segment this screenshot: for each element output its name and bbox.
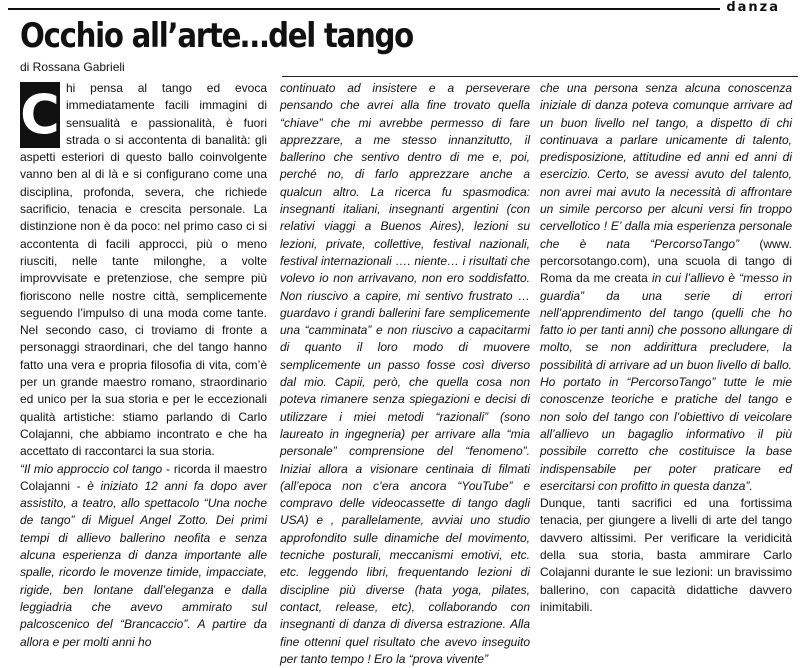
- article-column-1: [20, 80, 267, 649]
- paragraph-intro: hi pensa al tango ed evoca immediatamente facili immagini di sensualità e passionalità, è fuori strada o si accontenta di banalità: gli aspetti esteriori di questo ballo coinvolgente vanno ben al di là e si configurano come una disciplina, profonda, severa, che richiede sacrificio, tenacia e crescita personale. La distinzione non è da poco: nel primo caso ci si accontenta di facili approcci, più o meno riusciti, nelle tante milonghe, a volte improvvisate e pretenziose, che sempre più fioriscono nelle nostre città, semplicemente seguendo l’impulso di una moda come tante. Nel secondo caso, ci troviamo di fronte a personaggi straordinari, che del tango hanno fatto una vera e propria filosofia di vita, com’è per un grande maestro romano, straordinario ed unico per la sua storia e per le eccezionali qualità artistiche: stiamo parlando di Carlo Colajanni, che abbiamo incontrato e che ha accettato di raccontarci la sua storia.: [20, 81, 267, 459]
- article-byline: di Rossana Gabrieli: [20, 60, 125, 74]
- article-column-3: [540, 80, 792, 632]
- drop-cap: C: [20, 83, 60, 146]
- paragraph-conclusion: Dunque, tanti sacrifici ed una fortissima tenacia, per giungere a livelli di arte del tango davvero altissimi. Per verificare la veridicità della sua storia, basta ammirare Carlo Colajanni durante le sue lezioni: un bravissimo ballerino, con capacità didattiche davvero inimitabili.: [540, 496, 792, 614]
- paragraph-quote-continued: continuato ad insistere e a perseverare pensando che avrei alla fine trovato quella “chiave” che mi avrebbe permesso di fare apprezzare, a me stesso innanzitutto, il ballerino che sentivo dentro di me e, poi, perché no, di farlo apprezzare anche a qualcun altro. La ricerca fu spasmodica: insegnanti italiani, insegnanti argentini (con relativi viaggi a Buenos Aires), lezioni su lezioni, private, collettive, festival nazionali, festival internazionali …. niente… i risultati che volevo io non arrivavano, non ero soddisfatto. Non riuscivo a capire, mi sentivo frustrato … guardavo i grandi ballerini fare semplicemente una “camminata” e non riuscivo a capacitarmi di quanto il loro modo di muovere semplicemente un passo fosse così diverso dal mio. Capii, però, che quella cosa non poteva rimanere senza spiegazioni e decisi di utilizzare i miei metodi “razionali” (sono laureato in ingegneria) per arrivare alla “mia personale” comprensione del “fenomeno”. Iniziai allora a visionare centinaia di filmati (all’epoca non c’era ancora “YouTube” e compravo delle videocassette di tango dagli USA) e , parallelamente, avviai uno studio approfondito sulle dinamiche del movimento, tecniche posturali, meccanismi emotivi, etc. etc. leggendo libri, frequentando lezioni di discipline più diverse (hata yoga, pilates, contact, release, etc), collaborando con insegnanti di danza di diversa estrazione. Alla fine ottenni quel risultato che avevo inseguito per tanto tempo ! Ero la “prova vivente”: [280, 81, 530, 666]
- paragraph-quote-end: [540, 80, 792, 495]
- section-header: [0, 0, 800, 16]
- quote-end-c: in cui l’allievo è “messo in guardia” da una serie di errori nell’apprendimento del tango (quelli che ho fatto io per tanti anni) che possono allungare di molto, se non addirittura precludere, la possibilità di arrivare ad un buon livello di ballo. Ho portato in “PercorsoTango” tutte le mie conoscenze teoriche e pratiche del tango e non solo del tango con l’obiettivo di veicolare all’allievo un bagaglio informativo il più possibile corretto che costituisce la base indispensabile per poter praticare ed esercitarsi con profitto in questa danza”.: [540, 271, 793, 493]
- title-rule: [282, 76, 798, 77]
- section-label: danza: [726, 0, 780, 15]
- quote-end-website: (www. percorsotango.com), una scuola di tango di Roma da me creata: [540, 236, 792, 286]
- section-rule: [8, 8, 720, 10]
- quote-part-a: “Il mio approccio col tango: [20, 461, 163, 476]
- paragraph-quote-start: [20, 461, 267, 651]
- quote-attribution: - ricorda il maestro Colajanni -: [20, 461, 267, 493]
- quote-end-a: che una persona senza alcuna conoscenza iniziale di danza poteva comunque arrivare ad un buon livello nel tango, a dispetto di chi continuava a parlare unicamente di talento, predisposizione, attitudine ed anni ed anni di esercizio. Certo, se avessi avuto del talento, non avrei mai avuto la necessità di affrontare un simile percorso per alcuni versi fin troppo cervellotico ! E’ dalla mia esperienza personale che è nata “PercorsoTango”: [540, 81, 792, 251]
- article-column-2: [280, 80, 530, 666]
- quote-part-c: è iniziato 12 anni fa dopo aver assistito, a teatro, allo spettacolo “Una noche de tango” di Miguel Angel Zotto. Dei primi tempi di allievo ballerino neofita e senza alcuna esperienza di danza importante alle spalle, ricordo le movenze timide, impacciate, rigide, ben lontane dall’eleganza e dalla leggiadria che avevo ammirato sul palcoscenico del “Brancaccio”. A partire da allora e per molti anni ho: [20, 478, 267, 649]
- article-headline: Occhio all’arte…del tango: [20, 16, 413, 56]
